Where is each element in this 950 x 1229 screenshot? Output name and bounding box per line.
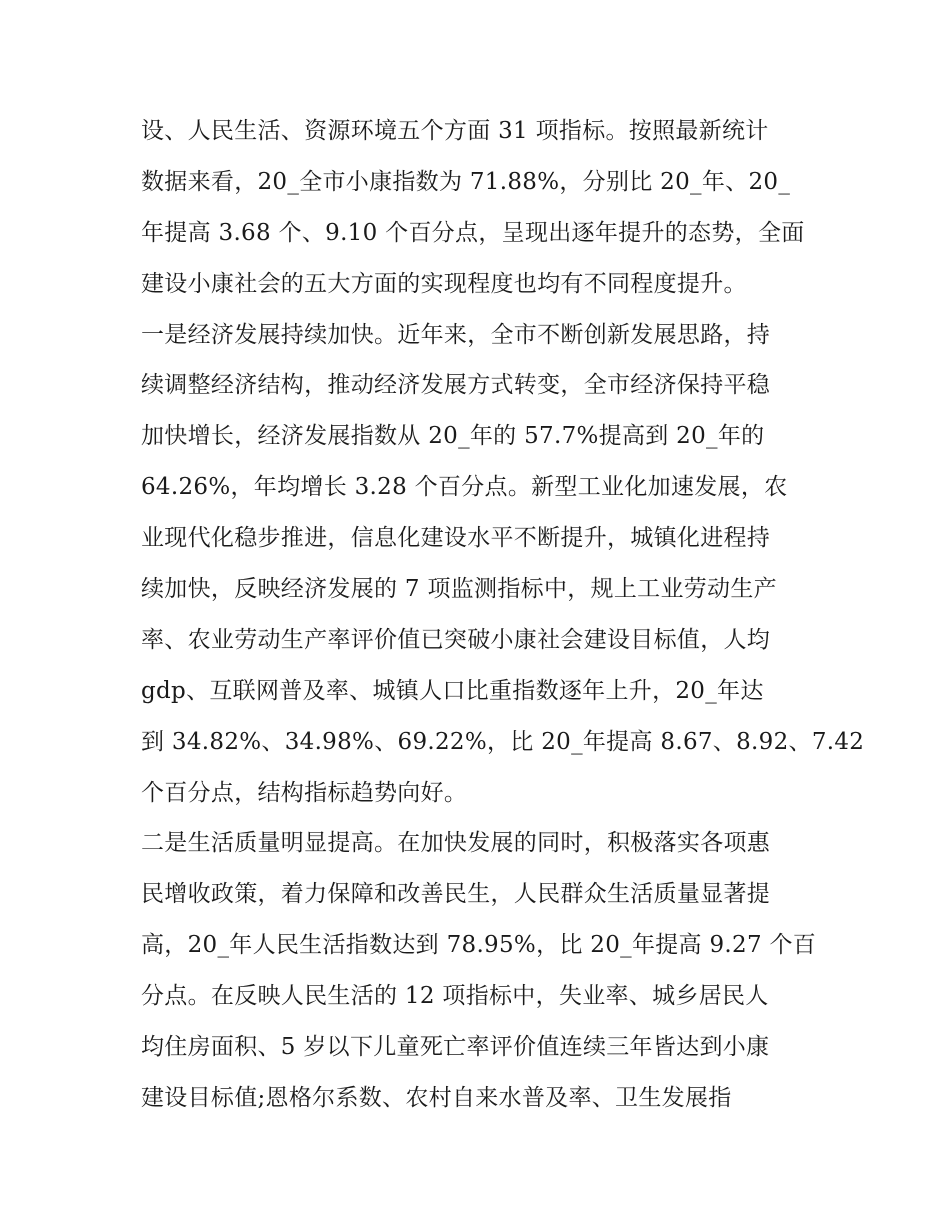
text-line: 设、人民生活、资源环境五个方面 31 项指标。按照最新统计 <box>141 118 769 144</box>
text-line: 二是生活质量明显提高。在加快发展的同时，积极落实各项惠 <box>141 830 771 857</box>
text-line: 加快增长，经济发展指数从 20_年的 57.7%提高到 20_年的 <box>141 423 765 450</box>
text-line: 一是经济发展持续加快。近年来，全市不断创新发展思路，持 <box>141 321 771 348</box>
text-line: gdp、互联网普及率、城镇人口比重指数逐年上升，20_年达 <box>141 677 764 704</box>
text-line: 业现代化稳步推进，信息化建设水平不断提升，城镇化进程持 <box>141 525 771 552</box>
text-line: 均住房面积、5 岁以下儿童死亡率评价值连续三年皆达到小康 <box>141 1034 770 1061</box>
text-line: 数据来看，20_全市小康指数为 71.88%，分别比 20_年、20_ <box>141 168 791 195</box>
text-line: 民增收政策，着力保障和改善民生，人民群众生活质量显著提 <box>141 881 771 908</box>
text-line: 建设目标值;恩格尔系数、农村自来水普及率、卫生发展指 <box>141 1084 732 1111</box>
text-line: 续调整经济结构，推动经济发展方式转变，全市经济保持平稳 <box>141 372 771 399</box>
text-line: 年提高 3.68 个、9.10 个百分点，呈现出逐年提升的态势，全面 <box>141 219 805 246</box>
text-line: 个百分点，结构指标趋势向好。 <box>141 779 468 806</box>
text-line: 建设小康社会的五大方面的实现程度也均有不同程度提升。 <box>141 270 747 297</box>
text-line: 续加快，反映经济发展的 7 项监测指标中，规上工业劳动生产 <box>141 576 777 603</box>
text-line: 64.26%，年均增长 3.28 个百分点。新型工业化加速发展，农 <box>141 474 788 501</box>
document-body <box>141 106 865 1124</box>
text-line: 率、农业劳动生产率评价值已突破小康社会建设目标值，人均 <box>141 626 771 653</box>
text-line: 分点。在反映人民生活的 12 项指标中，失业率、城乡居民人 <box>141 983 769 1010</box>
text-line: 到 34.82%、34.98%、69.22%，比 20_年提高 8.67、8.92、7.42 <box>141 728 865 755</box>
text-line: 高，20_年人民生活指数达到 78.95%，比 20_年提高 9.27 个百 <box>141 932 817 959</box>
